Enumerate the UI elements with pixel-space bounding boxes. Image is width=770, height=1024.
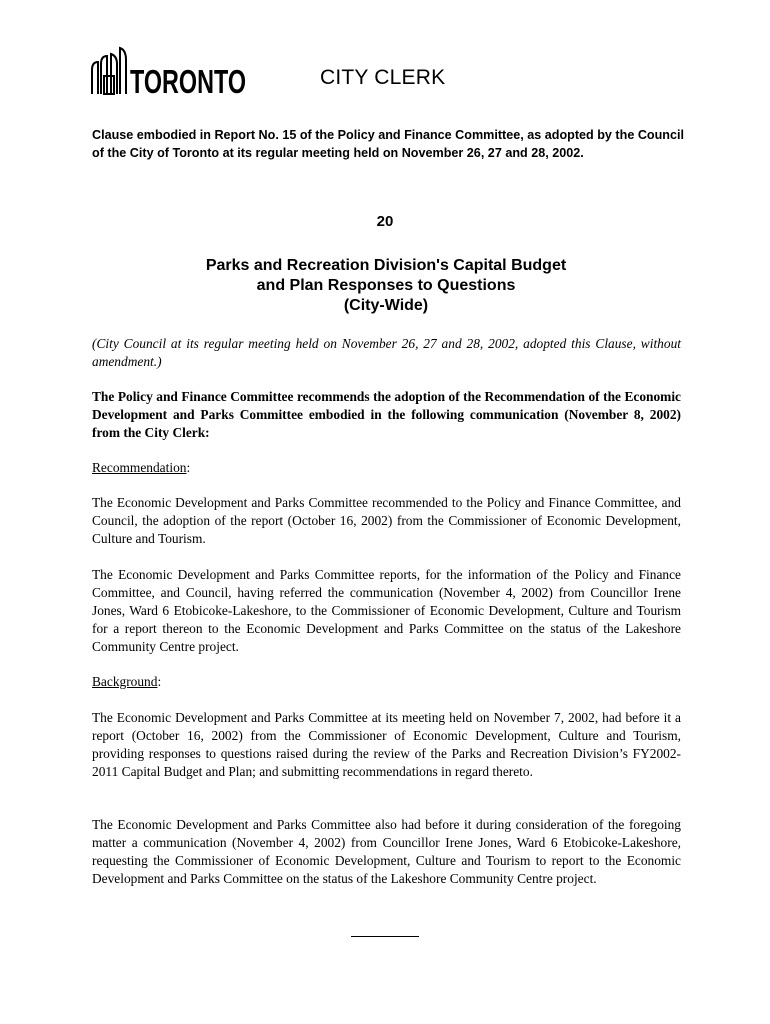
paragraph-background-report: The Economic Development and Parks Committee at its meeting held on November 7, 2002, had before it a report (October 16, 2002) from the Commissioner of Economic Development, Culture and Tourism, providing responses to questions raised during the review of the Parks and Recreation Division’s FY2002-2011 Capital Budget and Plan; and submitting recommendations in regard thereto. [92,710,681,779]
paragraph-referral: The Economic Development and Parks Committee reports, for the information of the Policy and Finance Committee, and Council, having referred the communication (November 4, 2002) from Councillor Irene Jones, Ward 6 Etobicoke-Lakeshore, to the Commissioner of Economic Development, Culture and Tourism for a report thereon to the Economic Development and Parks Committee on the status of the Lakeshore Community Centre project. [92,567,681,654]
item-title-line: Parks and Recreation Division's Capital Budget [205,257,567,274]
footnote-separator [351,936,419,937]
clause-intro: Clause embodied in Report No. 15 of the Policy and Finance Committee, as adopted by the Council of the City of Toronto at its regular meeting held on November 26, 27 and 28, 2002. [92,128,684,160]
item-title [92,256,680,316]
item-title-line: (City-Wide) [343,297,429,314]
background-heading [92,673,681,691]
committee-recommendation: The Policy and Finance Committee recommends the adoption of the Recommendation of the Economic Development and Parks Committee embodied in the following communication (November 8, 2002) from the City Clerk: [92,389,681,440]
background-heading-text: Background [92,674,158,689]
paragraph-background-communication: The Economic Development and Parks Committee also had before it during consideration of the foregoing matter a communication (November 4, 2002) from Councillor Irene Jones, Ward 6 Etobicoke-Lakeshore, requesting the Commissioner of Economic Development, Culture and Tourism to report to the Economic Development and Parks Committee on the status of the Lakeshore Community Centre project. [92,817,681,886]
recommendation-heading-colon: : [186,460,191,475]
item-title-line: and Plan Responses to Questions [256,277,516,294]
adoption-note: (City Council at its regular meeting held on November 26, 27 and 28, 2002, adopted this Clause, without amendment.) [92,336,681,369]
item-number: 20 [376,213,394,230]
svg-text:TORONTO: TORONTO [130,63,246,100]
recommendation-heading [92,459,681,477]
recommendation-heading-text: Recommendation [92,460,187,475]
office-title: CITY CLERK [320,66,446,89]
city-of-toronto-logo [90,46,250,98]
paragraph-recommendation: The Economic Development and Parks Committee recommended to the Policy and Finance Committee, and Council, the adoption of the report (October 16, 2002) from the Commissioner of Economic Development, Culture and Tourism. [92,495,681,546]
background-heading-colon: : [157,674,162,689]
